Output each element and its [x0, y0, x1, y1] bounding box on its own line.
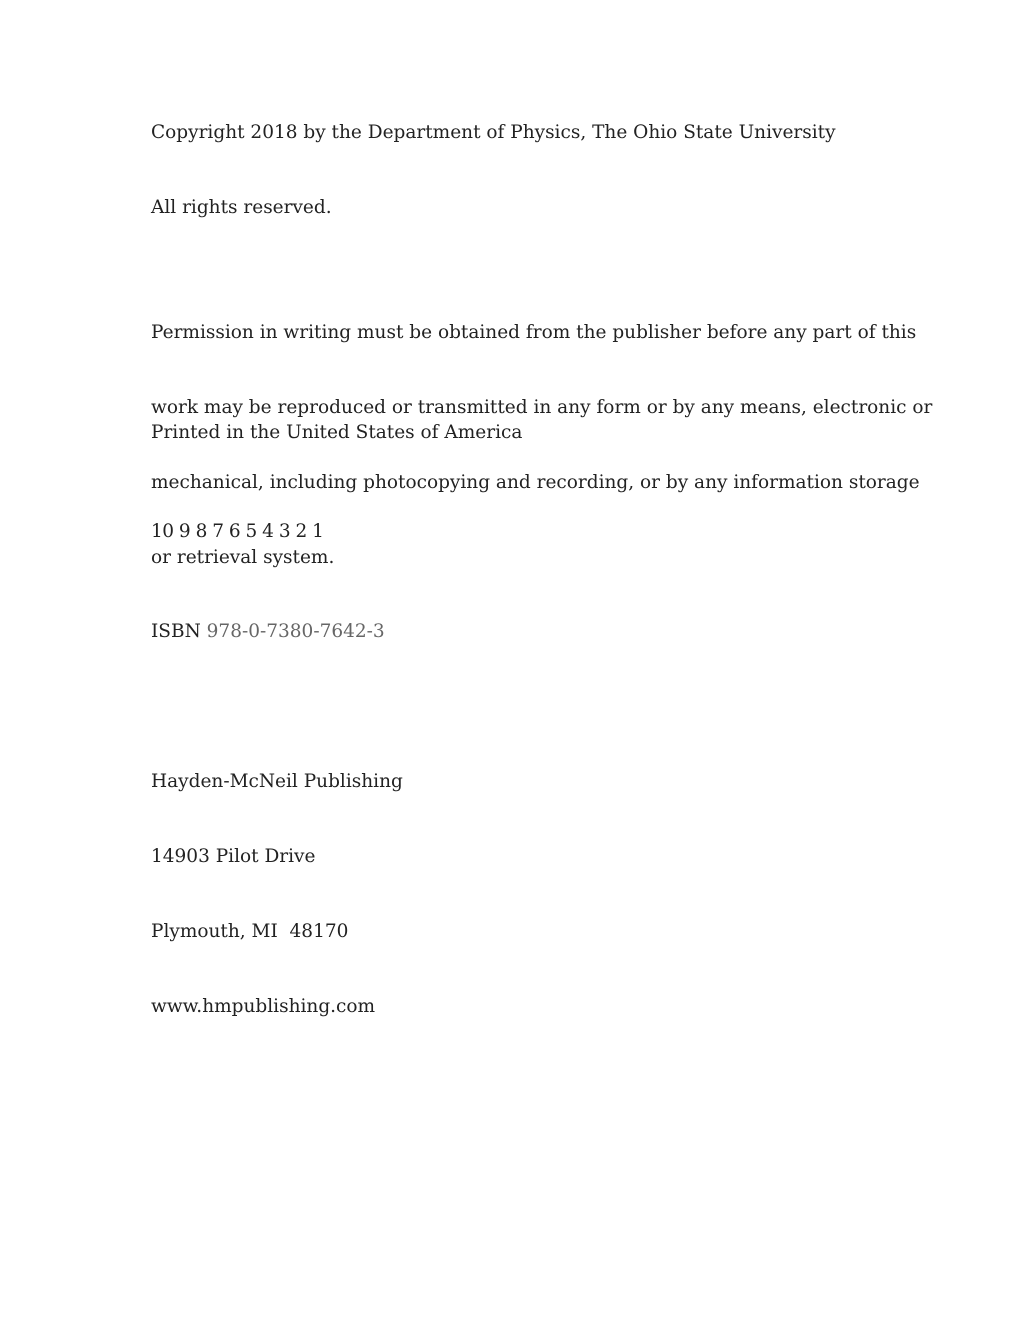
- permission-notice: [151, 270, 932, 620]
- permission-line: work may be reproduced or transmitted in any form or by any means, electronic or: [151, 397, 933, 418]
- publisher-address: [151, 719, 403, 1069]
- publisher-city: Plymouth, MI 48170: [151, 921, 349, 942]
- permission-line: or retrieval system.: [151, 547, 335, 568]
- permission-line: Permission in writing must be obtained from the publisher before any part of this: [151, 322, 917, 343]
- printing-line: 10 9 8 7 6 5 4 3 2 1: [151, 521, 324, 542]
- publisher-name: Hayden-McNeil Publishing: [151, 771, 403, 792]
- publisher-website: www.hmpublishing.com: [151, 996, 376, 1017]
- printed-in: Printed in the United States of America: [151, 422, 523, 443]
- rights-reserved: All rights reserved.: [151, 197, 332, 218]
- permission-line: mechanical, including photocopying and recording, or by any information storage: [151, 472, 920, 493]
- publisher-street: 14903 Pilot Drive: [151, 846, 316, 867]
- copyright-statement: Copyright 2018 by the Department of Physics, The Ohio State University: [151, 122, 836, 143]
- isbn-label: ISBN: [151, 621, 201, 642]
- isbn-line: [151, 619, 385, 644]
- isbn-number: 978-0-7380-7642-3: [206, 621, 385, 642]
